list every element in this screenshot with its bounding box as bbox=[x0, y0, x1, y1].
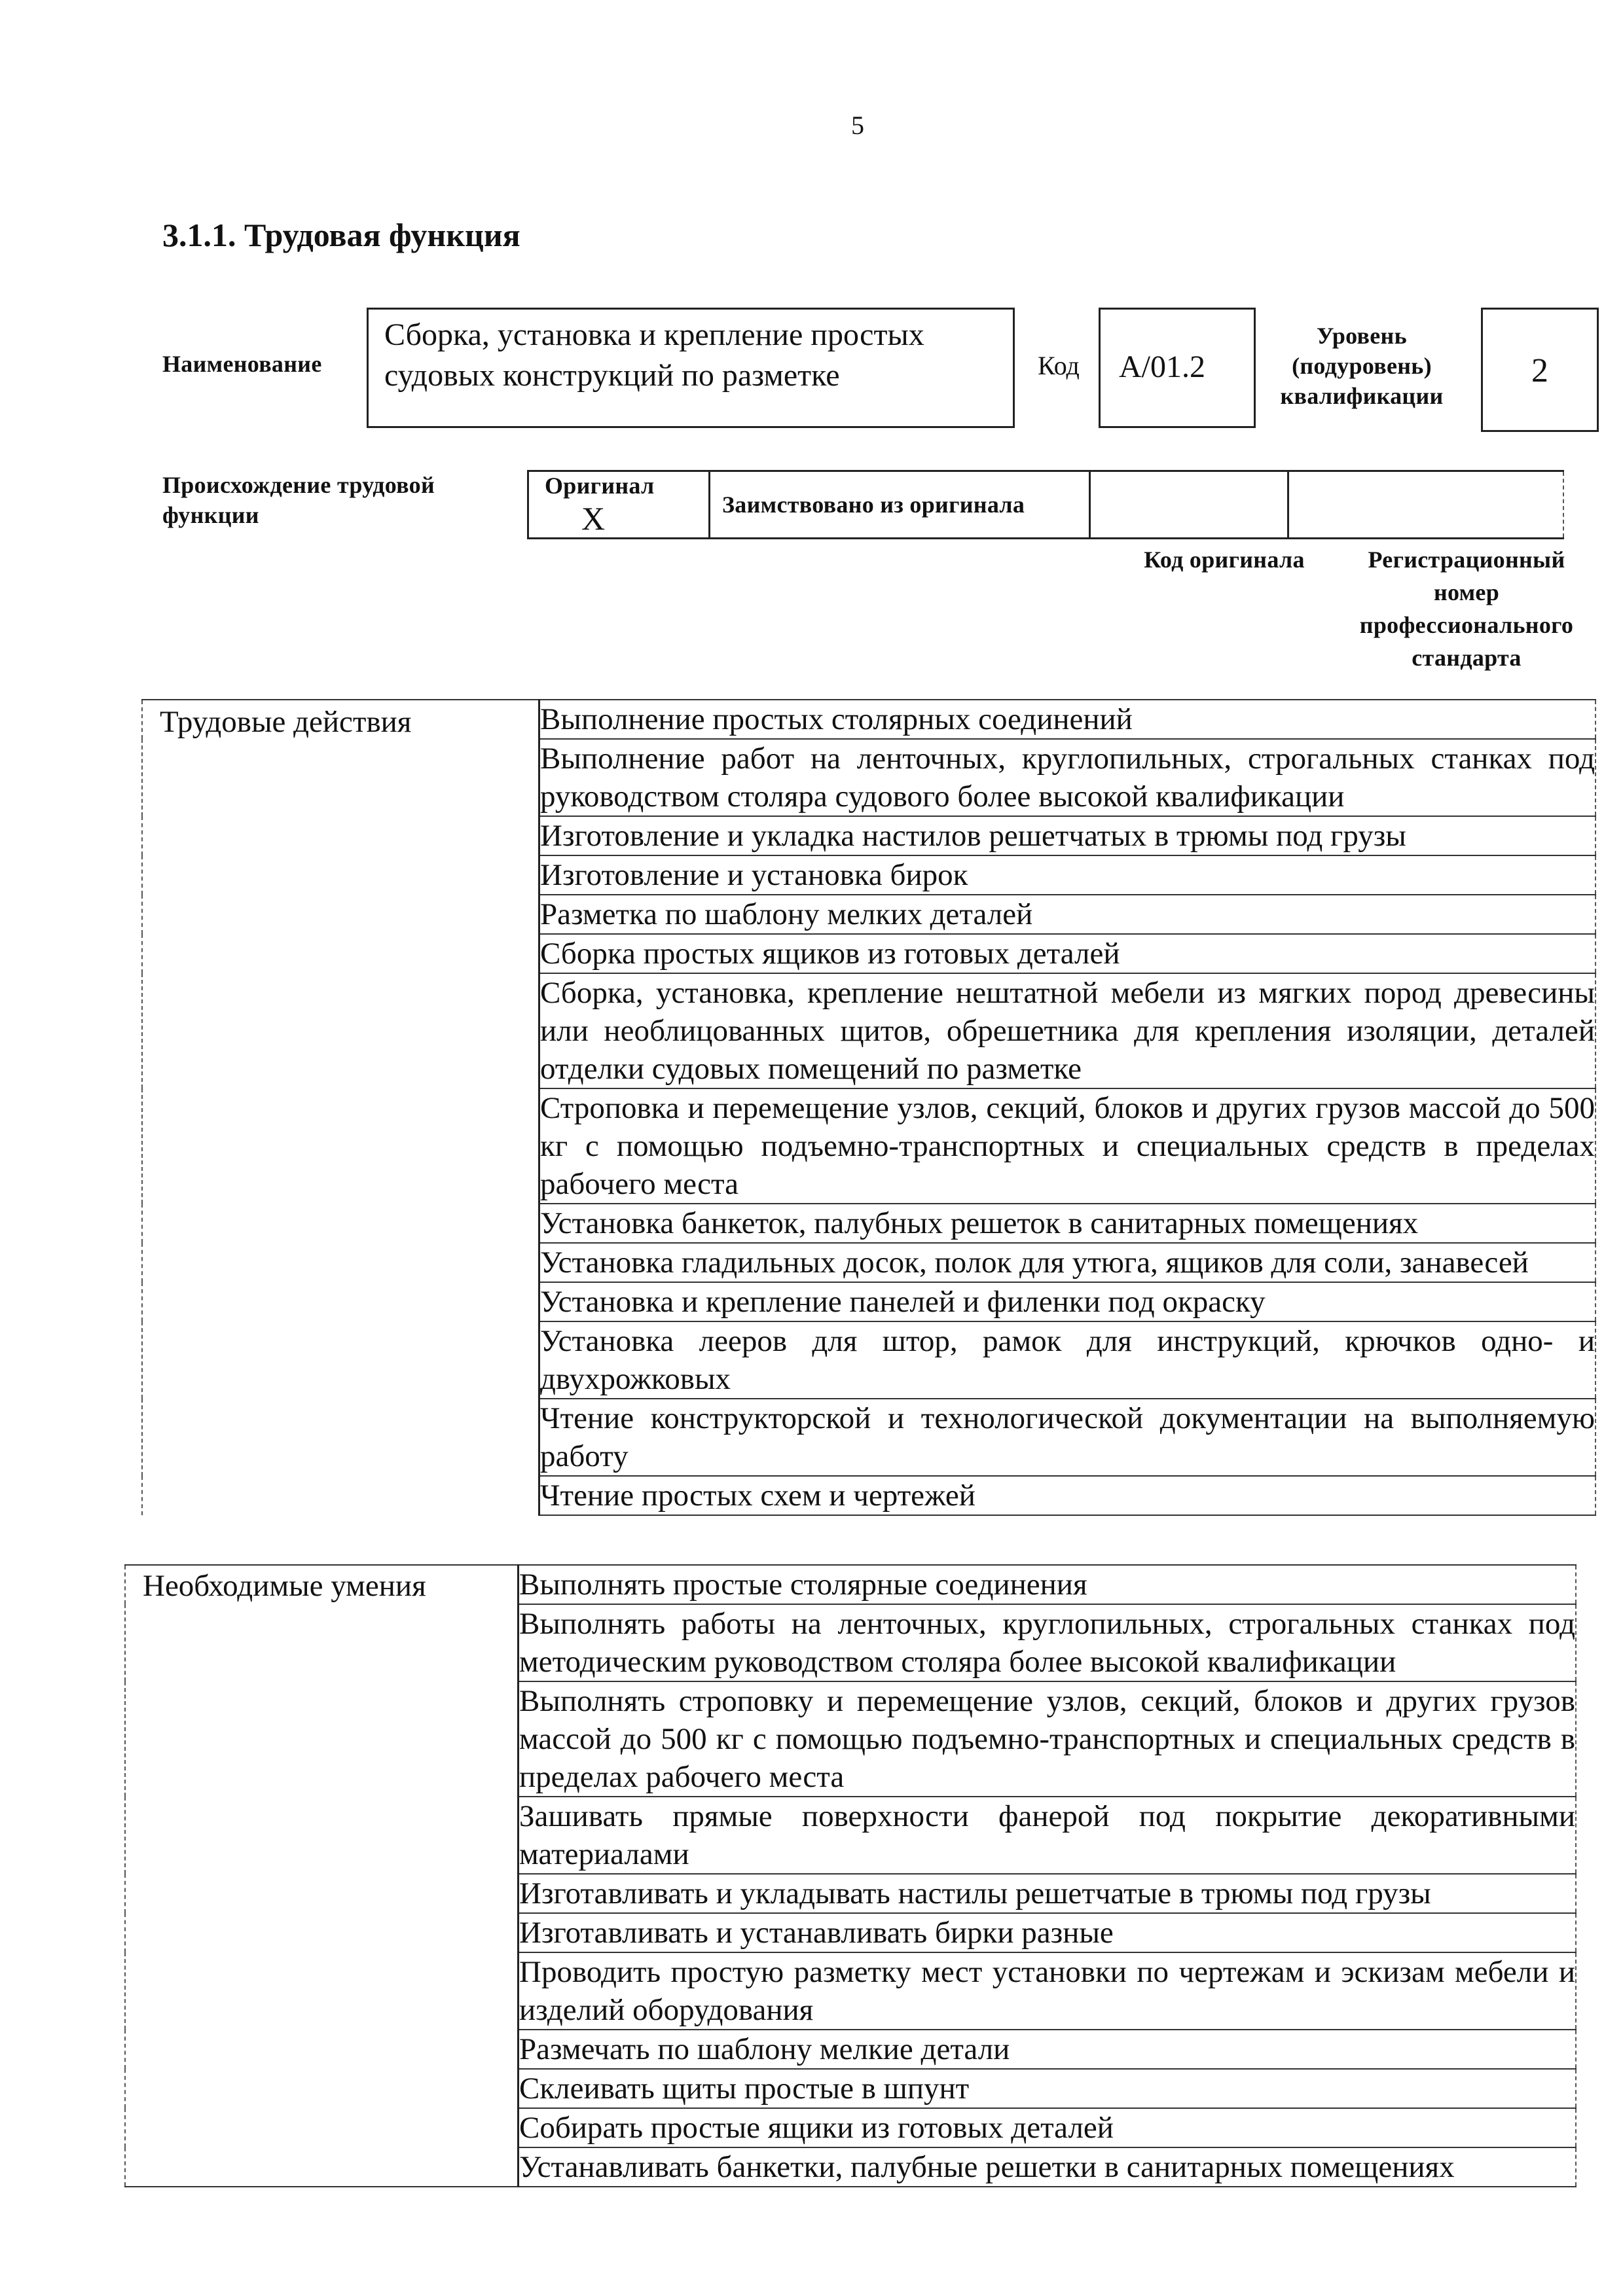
level-label: Уровень (подуровень) квалификации bbox=[1280, 323, 1444, 409]
labor-action-item: Чтение простых схем и чертежей bbox=[539, 1476, 1596, 1515]
labor-action-item: Установка лееров для штор, рамок для инструкций, крючков одно- и двухрожковых bbox=[539, 1321, 1596, 1399]
name-value-box bbox=[367, 308, 1015, 428]
required-skill-item: Изготавливать и укладывать настилы решетчатые в трюмы под грузы bbox=[519, 1874, 1577, 1913]
origin-original-cell bbox=[528, 471, 710, 539]
labor-actions-table bbox=[141, 699, 1596, 1516]
origin-label: Происхождение трудовой функции bbox=[162, 472, 435, 528]
name-value: Сборка, установка и крепление простых судовых конструкций по разметке bbox=[384, 317, 924, 393]
origin-reg-cell bbox=[1288, 471, 1564, 539]
labor-action-item: Сборка простых ящиков из готовых деталей bbox=[539, 934, 1596, 973]
labor-action-item: Изготовление и укладка настилов решетчатых в трюмы под грузы bbox=[539, 816, 1596, 855]
labor-action-item: Чтение конструкторской и технологической документации на выполняемую работу bbox=[539, 1399, 1596, 1476]
origin-code-caption: Код оригинала bbox=[1144, 547, 1305, 573]
level-value: 2 bbox=[1531, 352, 1548, 389]
labor-action-item: Выполнение работ на ленточных, круглопильных, строгальных станках под руководством столяра судового более высокой квалификации bbox=[539, 739, 1596, 816]
name-label: Наименование bbox=[162, 351, 322, 377]
required-skill-item: Проводить простую разметку мест установки по чертежам и эскизам мебели и изделий оборудования bbox=[519, 1952, 1577, 2030]
labor-action-item: Изготовление и установка бирок bbox=[539, 855, 1596, 895]
labor-action-item: Установка и крепление панелей и филенки под окраску bbox=[539, 1282, 1596, 1321]
section-title: 3.1.1. Трудовая функция bbox=[162, 217, 520, 253]
labor-action-item: Сборка, установка, крепление нештатной мебели из мягких пород древесины или необлицованных щитов, обрешетника для крепления изоляции, деталей отделки судовых помещений по разметке bbox=[539, 973, 1596, 1088]
required-skill-item: Изготавливать и устанавливать бирки разные bbox=[519, 1913, 1577, 1952]
origin-reg-caption: Регистрационный номер профессионального стандарта bbox=[1359, 547, 1574, 671]
labor-actions-header: Трудовые действия bbox=[142, 700, 539, 1515]
required-skill-item: Зашивать прямые поверхности фанерой под покрытие декоративными материалами bbox=[519, 1797, 1577, 1874]
origin-table bbox=[527, 470, 1564, 539]
level-value-box bbox=[1481, 308, 1599, 432]
labor-action-item: Разметка по шаблону мелких деталей bbox=[539, 895, 1596, 934]
labor-action-item: Выполнение простых столярных соединений bbox=[539, 700, 1596, 739]
origin-borrowed-cell bbox=[710, 471, 1090, 539]
required-skill-item: Выполнять строповку и перемещение узлов, секций, блоков и других грузов массой до 500 кг с помощью подъемно-транспортных и специальных средств в пределах рабочего места bbox=[519, 1681, 1577, 1797]
required-skills-table bbox=[124, 1564, 1577, 2187]
labor-action-item: Строповка и перемещение узлов, секций, блоков и других грузов массой до 500 кг с помощью подъемно-транспортных и специальных средств в пределах рабочего места bbox=[539, 1088, 1596, 1204]
origin-borrowed-label: Заимствовано из оригинала bbox=[722, 492, 1025, 518]
origin-original-mark: X bbox=[581, 500, 606, 537]
required-skill-item: Устанавливать банкетки, палубные решетки в санитарных помещениях bbox=[519, 2147, 1577, 2187]
required-skill-item: Собирать простые ящики из готовых деталей bbox=[519, 2108, 1577, 2147]
code-label: Код bbox=[1038, 351, 1080, 380]
page-number: 5 bbox=[851, 111, 864, 140]
origin-original-label: Оригинал bbox=[545, 473, 655, 499]
labor-action-item: Установка гладильных досок, полок для утюга, ящиков для соли, занавесей bbox=[539, 1243, 1596, 1282]
labor-action-row bbox=[142, 700, 1596, 739]
required-skills-header: Необходимые умения bbox=[125, 1565, 519, 2187]
origin-code-cell bbox=[1090, 471, 1288, 539]
required-skill-item: Склеивать щиты простые в шпунт bbox=[519, 2069, 1577, 2108]
required-skill-row bbox=[125, 1565, 1576, 1604]
required-skill-item: Выполнять простые столярные соединения bbox=[519, 1565, 1577, 1604]
required-skill-item: Размечать по шаблону мелкие детали bbox=[519, 2030, 1577, 2069]
code-value: A/01.2 bbox=[1119, 350, 1205, 384]
labor-action-item: Установка банкеток, палубных решеток в санитарных помещениях bbox=[539, 1204, 1596, 1243]
code-value-box bbox=[1099, 308, 1256, 428]
required-skill-item: Выполнять работы на ленточных, круглопильных, строгальных станках под методическим руководством столяра более высокой квалификации bbox=[519, 1604, 1577, 1681]
